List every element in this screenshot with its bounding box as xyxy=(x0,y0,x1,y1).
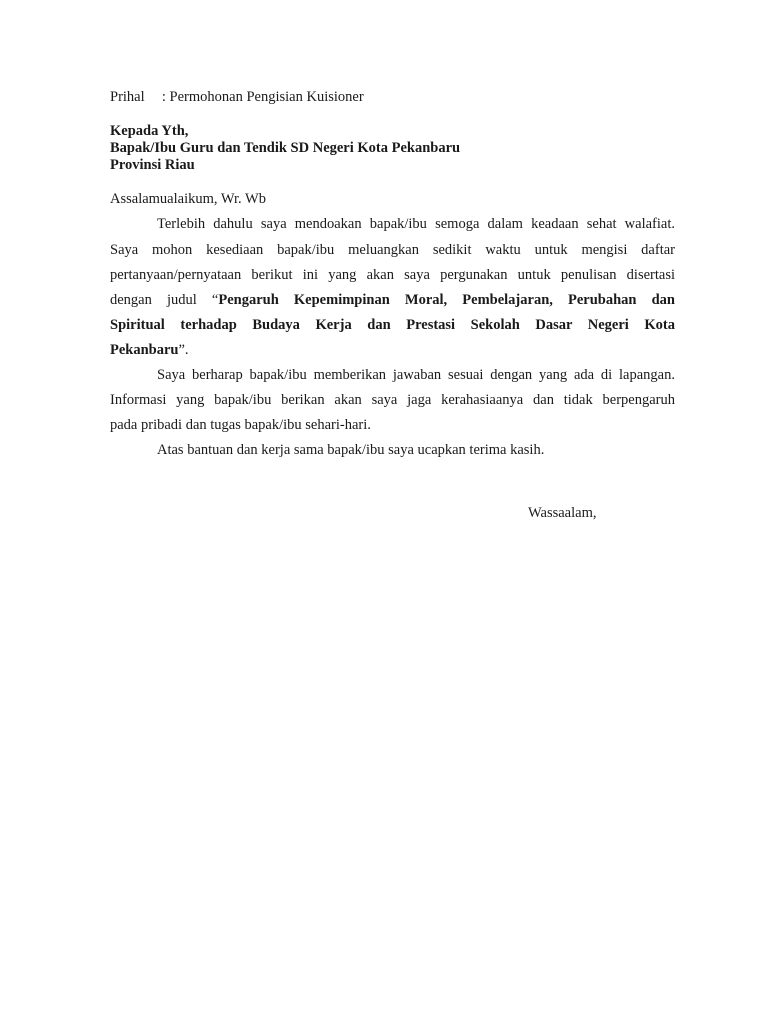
para1-line-2: Saya mohon kesediaan bapak/ibu meluangkan sedikit waktu untuk mengisi daftar xyxy=(110,242,675,258)
para2-line-2: Informasi yang bapak/ibu berikan akan saya jaga kerahasiaanya dan tidak berpengaruh xyxy=(110,392,675,408)
thesis-title-part-1: Pengaruh Kepemimpinan Moral, Pembelajaran, Perubahan dan xyxy=(218,292,675,308)
para1-line-4 xyxy=(110,291,675,309)
thesis-title-part-2: Spiritual terhadap Budaya Kerja dan Prestasi Sekolah Dasar Negeri Kota xyxy=(110,317,675,333)
subject-text: Permohonan Pengisian Kuisioner xyxy=(169,89,364,105)
closing: Wassaalam, xyxy=(528,505,597,521)
subject-line xyxy=(110,88,364,106)
para3: Atas bantuan dan kerja sama bapak/ibu saya ucapkan terima kasih. xyxy=(157,442,545,458)
subject-label: Prihal xyxy=(110,89,145,105)
para2-line-3: pada pribadi dan tugas bapak/ibu sehari-hari. xyxy=(110,417,371,433)
para1-line-3: pertanyaan/pernyataan berikut ini yang akan saya pergunakan untuk penulisan disertasi xyxy=(110,267,675,283)
greeting: Assalamualaikum, Wr. Wb xyxy=(110,191,266,207)
para2-line-1: Saya berharap bapak/ibu memberikan jawaban sesuai dengan yang ada di lapangan. xyxy=(157,367,675,383)
recipient-line-3: Provinsi Riau xyxy=(110,157,195,173)
para1-line-6-suffix: ”. xyxy=(178,342,189,358)
recipient-line-2: Bapak/Ibu Guru dan Tendik SD Negeri Kota Pekanbaru xyxy=(110,140,461,156)
para1-line-6 xyxy=(110,341,675,359)
para1-line-4-prefix: dengan judul “ xyxy=(110,292,219,308)
thesis-title-part-3: Pekanbaru xyxy=(110,342,179,358)
para1-line-1: Terlebih dahulu saya mendoakan bapak/ibu semoga dalam keadaan sehat walafiat. xyxy=(157,216,675,232)
subject-separator: : xyxy=(161,89,166,105)
recipient-line-1: Kepada Yth, xyxy=(110,123,189,139)
